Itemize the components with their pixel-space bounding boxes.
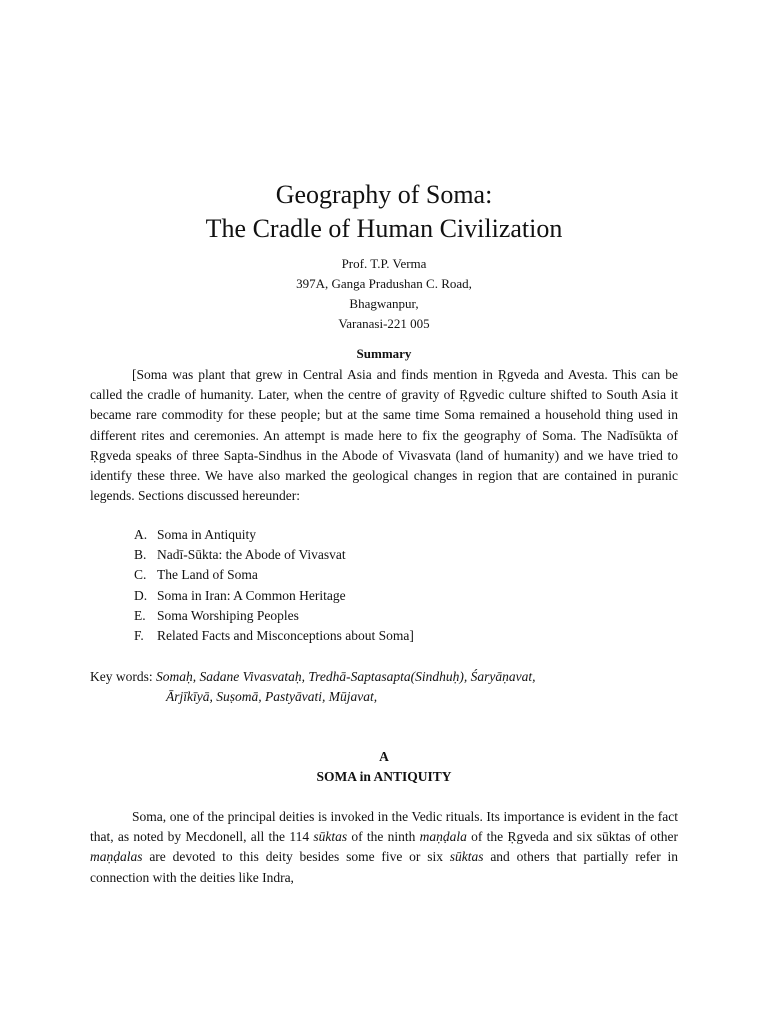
section-letter: B. (134, 547, 147, 563)
list-item (134, 626, 674, 646)
section-title: Nadī-Sūkta: the Abode of Vivasvat (157, 547, 346, 563)
section-letter: E. (134, 607, 146, 623)
body-text: are devoted to this deity besides some five or six (142, 849, 450, 865)
list-item (134, 525, 674, 545)
author-address-line-2: Bhagwanpur, (349, 296, 419, 311)
body-italic-term: sūktas (313, 829, 348, 845)
author-address-line-3: Varanasi-221 005 (338, 316, 430, 331)
body-text: and others that partially refer in connection with the deities like Indra, (90, 849, 678, 885)
section-list (134, 525, 674, 646)
section-letter: C. (134, 567, 147, 583)
body-text: of the Ṛgveda and six sūktas of other (466, 829, 678, 845)
body-italic-term: maṇḍala (419, 829, 467, 845)
section-title: Soma Worshiping Peoples (157, 607, 299, 623)
body-italic-term: maṇḍalas (90, 849, 143, 865)
section-letter: A. (134, 527, 148, 542)
document-page (90, 0, 678, 1024)
keywords-label: Key words: (90, 669, 153, 684)
section-title-heading: SOMA in ANTIQUITY (316, 769, 452, 784)
list-item (134, 545, 674, 565)
title-line-2: The Cradle of Human Civilization (205, 214, 563, 243)
body-text: Soma, one of the principal deities is invoked in the Vedic rituals. Its importance is evident in the fact that, as noted by Mecdonell, all the 114 (90, 809, 678, 845)
section-title: Related Facts and Misconceptions about Soma] (157, 628, 414, 644)
body-italic-term: sūktas (449, 849, 484, 865)
keywords-block (90, 667, 678, 707)
author-address-line-1: 397A, Ganga Pradushan C. Road, (296, 276, 472, 291)
section-letter: D. (134, 587, 148, 603)
keywords-terms-line-2: Ārjīkīyā, Suṣomā, Pastyāvati, Mūjavat, (166, 689, 378, 705)
summary-heading: Summary (356, 346, 412, 361)
paper-title (90, 178, 678, 246)
section-title: Soma in Iran: A Common Heritage (157, 587, 346, 603)
body-text: of the ninth (347, 829, 420, 845)
keywords-terms-line-1: Somaḥ, Sadane Vivasvataḥ, Tredhā-Saptasapta(Sindhuḥ), Śaryāṇavat, (156, 669, 536, 684)
list-item (134, 586, 674, 606)
list-item (134, 565, 674, 585)
title-line-1: Geography of Soma: (275, 180, 493, 209)
section-letter: F. (134, 628, 144, 644)
list-item (134, 606, 674, 626)
section-title: The Land of Soma (157, 567, 258, 583)
section-a-heading (90, 747, 678, 787)
section-a-paragraph (90, 807, 678, 888)
author-name: Prof. T.P. Verma (341, 256, 427, 271)
summary-paragraph: [Soma was plant that grew in Central Asia and finds mention in Ṛgveda and Avesta. This can be called the cradle of humanity. Later, when the centre of gravity of Ṛgvedic culture shifted to South Asia it became rare commodity for these people; but at the same time Soma remained a household thing used in different rites and ceremonies. An attempt is made here to fix the geography of Soma. The Nadīsūkta of Ṛgveda speaks of three Sapta-Sindhus in the Abode of Vivasvata (land of humanity) and we have tried to identify these three. We have also marked the geological changes in region that are contained in puranic legends. Sections discussed hereunder: (90, 367, 678, 504)
author-block (90, 254, 678, 334)
section-letter-heading: A (379, 749, 389, 764)
section-title: Soma in Antiquity (157, 527, 257, 542)
